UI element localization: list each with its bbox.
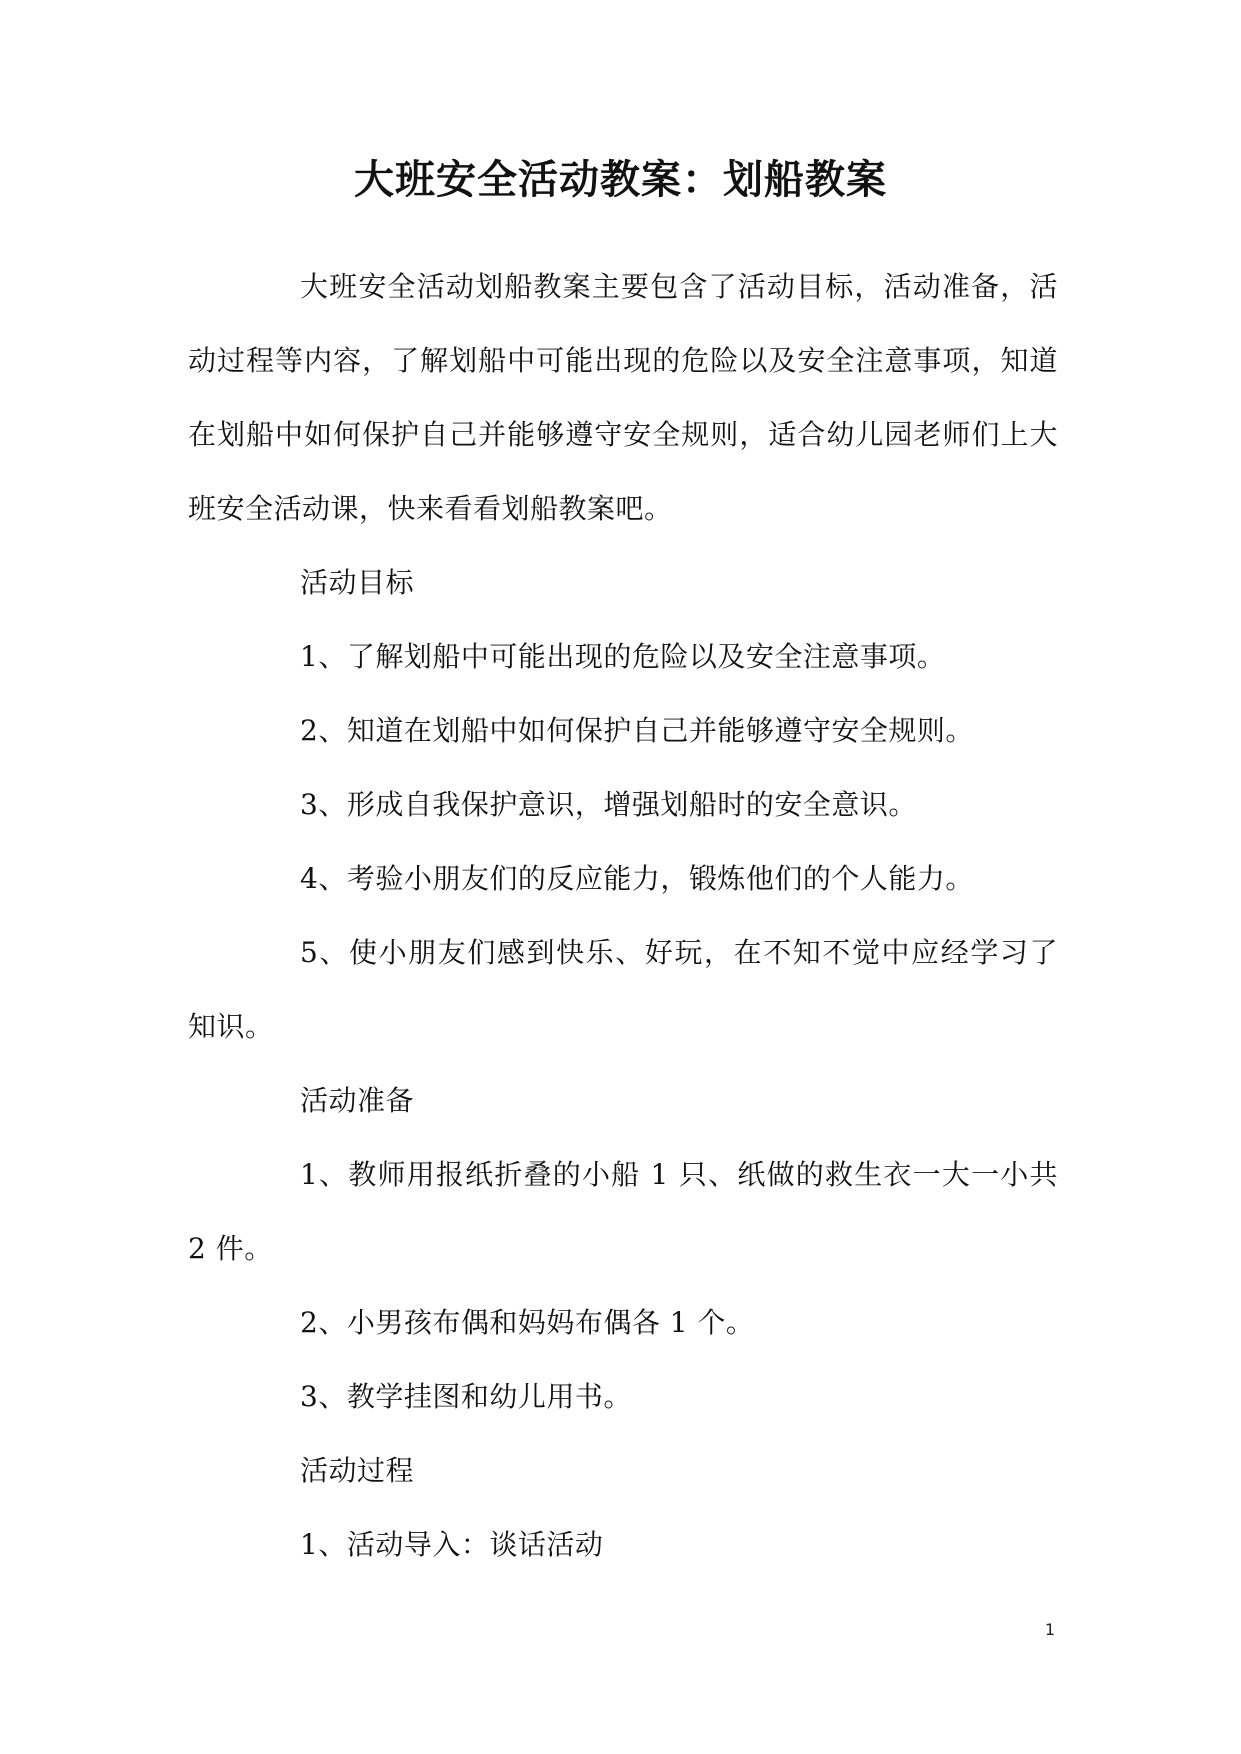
process-heading: 活动过程 xyxy=(300,1454,415,1487)
prep-item: 2、小男孩布偶和妈妈布偶各 1 个。 xyxy=(300,1306,755,1339)
goals-heading: 活动目标 xyxy=(300,566,415,599)
process-item: 1、活动导入：谈话活动 xyxy=(300,1528,604,1561)
prep-heading: 活动准备 xyxy=(300,1084,415,1117)
goal-item: 5、使小朋友们感到快乐、好玩，在不知不觉中应经学习了知识。 xyxy=(188,936,1058,1043)
document-body xyxy=(188,250,1058,1582)
page-title: 大班安全活动教案：划船教案 xyxy=(354,156,887,203)
goal-item: 1、了解划船中可能出现的危险以及安全注意事项。 xyxy=(300,640,946,673)
goal-item: 3、形成自我保护意识，增强划船时的安全意识。 xyxy=(300,788,917,821)
page-number: 1 xyxy=(1044,1620,1056,1639)
intro-paragraph: 大班安全活动划船教案主要包含了活动目标，活动准备，活动过程等内容，了解划船中可能出现的危险以及安全注意事项，知道在划船中如何保护自己并能够遵守安全规则，适合幼儿园老师们上大班安全活动课，快来看看划船教案吧。 xyxy=(188,270,1058,525)
goal-item: 4、考验小朋友们的反应能力，锻炼他们的个人能力。 xyxy=(300,862,974,895)
prep-item: 3、教学挂图和幼儿用书。 xyxy=(300,1380,632,1413)
goal-item: 2、知道在划船中如何保护自己并能够遵守安全规则。 xyxy=(300,714,974,747)
prep-item: 1、教师用报纸折叠的小船 1 只、纸做的救生衣一大一小共 2 件。 xyxy=(188,1158,1058,1265)
